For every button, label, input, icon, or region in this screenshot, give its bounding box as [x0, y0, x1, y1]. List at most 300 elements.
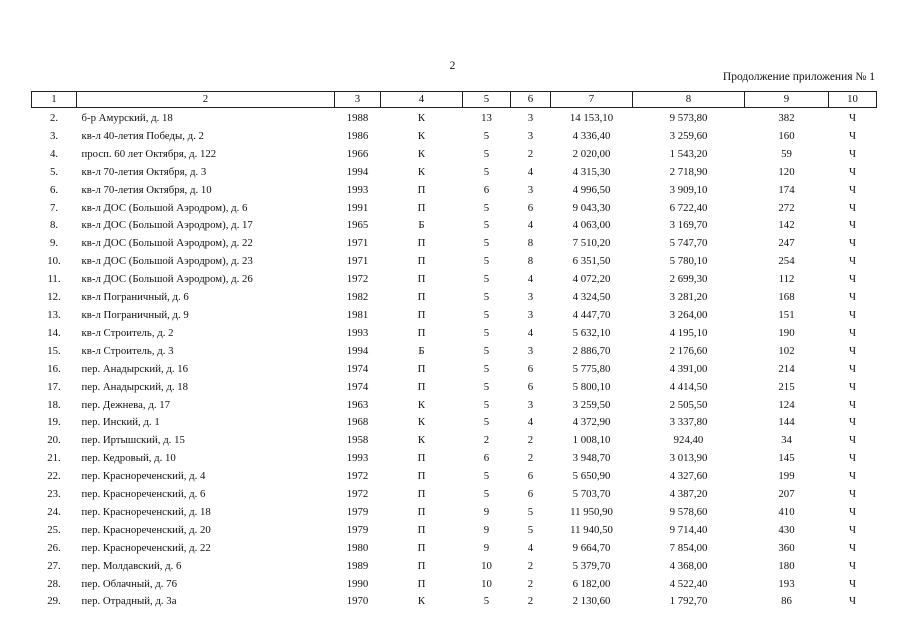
ownership: Ч: [848, 416, 857, 429]
row-number: 19.: [47, 416, 61, 429]
total-area: 5 632,10: [572, 326, 611, 339]
row-number: 26.: [47, 541, 61, 554]
floors: 9: [483, 505, 490, 518]
wall-material: П: [417, 237, 426, 250]
wall-material: П: [417, 308, 426, 321]
residents: 34: [781, 434, 792, 447]
row-number: 15.: [47, 344, 61, 357]
column-header: 6: [511, 92, 551, 108]
table-row: [32, 486, 877, 504]
table-row: [32, 576, 877, 594]
row-number: 5.: [49, 165, 59, 178]
ownership: Ч: [848, 326, 857, 339]
wall-material: П: [417, 559, 426, 572]
residents: 124: [778, 398, 795, 411]
residents: 86: [781, 595, 792, 608]
wall-material: П: [417, 326, 426, 339]
column-header: 5: [463, 92, 511, 108]
ownership: Ч: [848, 523, 857, 536]
column-header: 7: [551, 92, 633, 108]
total-area: 4 447,70: [572, 308, 611, 321]
table-row: [32, 307, 877, 325]
floors: 10: [481, 577, 492, 590]
wall-material: К: [417, 112, 426, 124]
column-header: 1: [32, 92, 77, 108]
entrances: 2: [527, 147, 534, 160]
ownership: Ч: [848, 488, 857, 501]
row-number: 6.: [49, 183, 59, 196]
living-area: 3 281,20: [669, 291, 708, 304]
entrances: 4: [527, 273, 534, 286]
table-body: [32, 108, 877, 612]
year-built: 1993: [346, 183, 369, 196]
wall-material: П: [417, 273, 426, 286]
ownership: Ч: [848, 434, 857, 447]
entrances: 5: [527, 523, 534, 536]
year-built: 1968: [346, 416, 369, 429]
table-row: [32, 108, 877, 128]
total-area: 4 996,50: [572, 183, 611, 196]
ownership: Ч: [848, 165, 857, 178]
wall-material: Б: [418, 219, 425, 232]
address: пер. Краснореченский, д. 20: [81, 523, 211, 536]
wall-material: П: [417, 255, 426, 268]
living-area: 9 714,40: [669, 523, 708, 536]
wall-material: К: [417, 434, 426, 447]
ownership: Ч: [848, 183, 857, 196]
year-built: 1963: [346, 398, 369, 411]
row-number: 11.: [47, 273, 61, 286]
entrances: 3: [527, 344, 534, 357]
table-row: [32, 235, 877, 253]
address: пер. Молдавский, д. 6: [81, 559, 182, 572]
living-area: 1 792,70: [669, 595, 708, 608]
year-built: 1958: [346, 434, 369, 447]
address: кв-л ДОС (Большой Аэродром), д. 23: [81, 255, 253, 268]
row-number: 18.: [47, 398, 61, 411]
row-number: 27.: [47, 559, 61, 572]
address: кв-л 40-летия Победы, д. 2: [81, 129, 204, 142]
row-number: 20.: [47, 434, 61, 447]
year-built: 1981: [346, 308, 369, 321]
total-area: 5 800,10: [572, 380, 611, 393]
living-area: 2 718,90: [669, 165, 708, 178]
table-row: [32, 164, 877, 182]
total-area: 6 351,50: [572, 255, 611, 268]
residents: 59: [781, 147, 792, 160]
wall-material: К: [417, 595, 426, 608]
address: б-р Амурский, д. 18: [81, 112, 173, 124]
address: кв-л ДОС (Большой Аэродром), д. 22: [81, 237, 253, 250]
entrances: 4: [527, 326, 534, 339]
residents: 145: [778, 452, 795, 465]
floors: 5: [483, 273, 490, 286]
year-built: 1986: [346, 129, 369, 142]
wall-material: П: [417, 488, 426, 501]
living-area: 2 505,50: [669, 398, 708, 411]
floors: 5: [483, 380, 490, 393]
ownership: Ч: [848, 237, 857, 250]
address: пер. Облачный, д. 76: [81, 577, 177, 590]
floors: 2: [483, 434, 490, 447]
year-built: 1982: [346, 291, 369, 304]
row-number: 22.: [47, 470, 61, 483]
row-number: 7.: [49, 201, 59, 214]
residents: 112: [778, 273, 795, 286]
column-header: 9: [745, 92, 829, 108]
floors: 5: [483, 362, 490, 375]
year-built: 1993: [346, 326, 369, 339]
address: просп. 60 лет Октября, д. 122: [81, 147, 217, 160]
entrances: 4: [527, 165, 534, 178]
row-number: 4.: [49, 147, 59, 160]
entrances: 6: [527, 380, 534, 393]
column-header: 8: [633, 92, 745, 108]
entrances: 4: [527, 416, 534, 429]
living-area: 4 414,50: [669, 380, 708, 393]
ownership: Ч: [848, 380, 857, 393]
wall-material: П: [417, 505, 426, 518]
table-row: [32, 146, 877, 164]
living-area: 4 522,40: [669, 577, 708, 590]
living-area: 2 176,60: [669, 344, 708, 357]
row-number: 16.: [47, 362, 61, 375]
total-area: 14 153,10: [569, 112, 614, 124]
living-area: 9 573,80: [669, 112, 708, 124]
table-row: [32, 217, 877, 235]
total-area: 4 336,40: [572, 129, 611, 142]
total-area: 2 886,70: [572, 344, 611, 357]
row-number: 12.: [47, 291, 61, 304]
table-row: [32, 343, 877, 361]
year-built: 1988: [346, 112, 369, 124]
ownership: Ч: [848, 219, 857, 232]
floors: 13: [481, 112, 492, 124]
address: пер. Инский, д. 1: [81, 416, 160, 429]
row-number: 13.: [47, 308, 61, 321]
residents: 215: [778, 380, 795, 393]
year-built: 1965: [346, 219, 369, 232]
year-built: 1972: [346, 488, 369, 501]
row-number: 14.: [47, 326, 61, 339]
living-area: 4 195,10: [669, 326, 708, 339]
floors: 5: [483, 398, 490, 411]
year-built: 1993: [346, 452, 369, 465]
table-row: [32, 450, 877, 468]
wall-material: Б: [418, 344, 425, 357]
total-area: 4 372,90: [572, 416, 611, 429]
entrances: 6: [527, 362, 534, 375]
ownership: Ч: [848, 308, 857, 321]
table-row: [32, 540, 877, 558]
address: кв-л ДОС (Большой Аэродром), д. 6: [81, 201, 248, 214]
address: пер. Иртышский, д. 15: [81, 434, 185, 447]
address: пер. Краснореченский, д. 6: [81, 488, 206, 501]
table-row: [32, 468, 877, 486]
residents: 193: [778, 577, 795, 590]
total-area: 2 130,60: [572, 595, 611, 608]
living-area: 3 337,80: [669, 416, 708, 429]
year-built: 1972: [346, 273, 369, 286]
year-built: 1989: [346, 559, 369, 572]
ownership: Ч: [848, 577, 857, 590]
residents: 120: [778, 165, 795, 178]
floors: 5: [483, 255, 490, 268]
entrances: 2: [527, 577, 534, 590]
ownership: Ч: [848, 344, 857, 357]
row-number: 25.: [47, 523, 61, 536]
entrances: 3: [527, 291, 534, 304]
table-row: [32, 325, 877, 343]
residents: 190: [778, 326, 795, 339]
entrances: 8: [527, 255, 534, 268]
ownership: Ч: [848, 505, 857, 518]
living-area: 5 747,70: [669, 237, 708, 250]
entrances: 5: [527, 505, 534, 518]
floors: 5: [483, 219, 490, 232]
living-area: 3 013,90: [669, 452, 708, 465]
total-area: 7 510,20: [572, 237, 611, 250]
entrances: 3: [527, 129, 534, 142]
living-area: 4 387,20: [669, 488, 708, 501]
floors: 5: [483, 470, 490, 483]
entrances: 8: [527, 237, 534, 250]
address: пер. Анадырский, д. 16: [81, 362, 189, 375]
row-number: 9.: [49, 237, 59, 250]
floors: 5: [483, 416, 490, 429]
floors: 10: [481, 559, 492, 572]
address: кв-л Строитель, д. 2: [81, 326, 174, 339]
row-number: 21.: [47, 452, 61, 465]
address: кв-л Строитель, д. 3: [81, 344, 174, 357]
ownership: Ч: [848, 129, 857, 142]
total-area: 4 315,30: [572, 165, 611, 178]
page-number: 2: [449, 60, 456, 72]
residents: 199: [778, 470, 795, 483]
column-header: 2: [77, 92, 335, 108]
living-area: 4 327,60: [669, 470, 708, 483]
wall-material: П: [417, 201, 426, 214]
residents: 214: [778, 362, 795, 375]
floors: 5: [483, 291, 490, 304]
row-number: 3.: [49, 129, 59, 142]
residents: 430: [778, 523, 795, 536]
floors: 5: [483, 595, 490, 608]
year-built: 1979: [346, 523, 369, 536]
entrances: 3: [527, 183, 534, 196]
total-area: 5 775,80: [572, 362, 611, 375]
entrances: 3: [527, 308, 534, 321]
residents: 360: [778, 541, 795, 554]
total-area: 4 324,50: [572, 291, 611, 304]
table-row: [32, 271, 877, 289]
ownership: Ч: [848, 595, 857, 608]
total-area: 5 650,90: [572, 470, 611, 483]
table-row: [32, 200, 877, 218]
table-row: [32, 522, 877, 540]
living-area: 3 169,70: [669, 219, 708, 232]
row-number: 10.: [47, 255, 61, 268]
total-area: 6 182,00: [572, 577, 611, 590]
ownership: Ч: [848, 541, 857, 554]
address: кв-л 70-летия Октября, д. 3: [81, 165, 207, 178]
address: пер. Кедровый, д. 10: [81, 452, 176, 465]
residents: 382: [778, 112, 795, 124]
entrances: 6: [527, 470, 534, 483]
living-area: 4 368,00: [669, 559, 708, 572]
year-built: 1974: [346, 380, 369, 393]
total-area: 9 043,30: [572, 201, 611, 214]
total-area: 5 703,70: [572, 488, 611, 501]
row-number: 17.: [47, 380, 61, 393]
row-number: 28.: [47, 577, 61, 590]
ownership: Ч: [848, 452, 857, 465]
table-row: [32, 397, 877, 415]
residents: 160: [778, 129, 795, 142]
residents: 207: [778, 488, 795, 501]
year-built: 1979: [346, 505, 369, 518]
row-number: 24.: [47, 505, 61, 518]
column-header: 10: [829, 92, 877, 108]
floors: 6: [483, 452, 490, 465]
residents: 151: [778, 308, 795, 321]
floors: 5: [483, 129, 490, 142]
entrances: 6: [527, 201, 534, 214]
floors: 6: [483, 183, 490, 196]
address: кв-л 70-летия Октября, д. 10: [81, 183, 212, 196]
year-built: 1971: [346, 237, 369, 250]
living-area: 5 780,10: [669, 255, 708, 268]
total-area: 5 379,70: [572, 559, 611, 572]
row-number: 23.: [47, 488, 61, 501]
ownership: Ч: [848, 362, 857, 375]
entrances: 4: [527, 541, 534, 554]
living-area: 7 854,00: [669, 541, 708, 554]
year-built: 1971: [346, 255, 369, 268]
ownership: Ч: [848, 147, 857, 160]
wall-material: П: [417, 577, 426, 590]
year-built: 1970: [346, 595, 369, 608]
wall-material: П: [417, 541, 426, 554]
wall-material: П: [417, 452, 426, 465]
wall-material: П: [417, 523, 426, 536]
address: пер. Краснореченский, д. 22: [81, 541, 211, 554]
entrances: 2: [527, 559, 534, 572]
table-row: [32, 414, 877, 432]
ownership: Ч: [848, 201, 857, 214]
year-built: 1994: [346, 344, 369, 357]
year-built: 1991: [346, 201, 369, 214]
wall-material: К: [417, 398, 426, 411]
table-row: [32, 379, 877, 397]
row-number: 29.: [47, 595, 61, 608]
row-number: 8.: [49, 219, 59, 232]
entrances: 4: [527, 219, 534, 232]
address: пер. Краснореченский, д. 18: [81, 505, 211, 518]
living-area: 3 909,10: [669, 183, 708, 196]
column-header: 3: [335, 92, 381, 108]
floors: 5: [483, 308, 490, 321]
living-area: 9 578,60: [669, 505, 708, 518]
total-area: 2 020,00: [572, 147, 611, 160]
wall-material: К: [417, 416, 426, 429]
ownership: Ч: [848, 291, 857, 304]
address: кв-л Пограничный, д. 6: [81, 291, 189, 304]
column-header: 4: [381, 92, 463, 108]
floors: 9: [483, 541, 490, 554]
residents: 410: [778, 505, 795, 518]
entrances: 3: [527, 112, 534, 124]
table-row: [32, 361, 877, 379]
ownership: Ч: [848, 398, 857, 411]
total-area: 3 259,50: [572, 398, 611, 411]
address: пер. Анадырский, д. 18: [81, 380, 189, 393]
housing-registry-table: [31, 91, 877, 611]
entrances: 2: [527, 595, 534, 608]
floors: 5: [483, 201, 490, 214]
year-built: 1966: [346, 147, 369, 160]
residents: 247: [778, 237, 795, 250]
table-row: [32, 182, 877, 200]
table-row: [32, 253, 877, 271]
total-area: 11 950,90: [570, 505, 613, 518]
year-built: 1980: [346, 541, 369, 554]
table-row: [32, 504, 877, 522]
living-area: 4 391,00: [669, 362, 708, 375]
floors: 5: [483, 344, 490, 357]
wall-material: П: [417, 183, 426, 196]
living-area: 3 259,60: [669, 129, 708, 142]
ownership: Ч: [848, 273, 857, 286]
living-area: 924,40: [673, 434, 704, 447]
total-area: 9 664,70: [572, 541, 611, 554]
total-area: 11 940,50: [570, 523, 613, 536]
living-area: 3 264,00: [669, 308, 708, 321]
wall-material: П: [417, 470, 426, 483]
floors: 5: [483, 326, 490, 339]
total-area: 4 072,20: [572, 273, 611, 286]
table-row: [32, 593, 877, 611]
entrances: 2: [527, 434, 534, 447]
year-built: 1972: [346, 470, 369, 483]
wall-material: К: [417, 147, 426, 160]
continuation-label: Продолжение приложения № 1: [722, 71, 875, 83]
wall-material: П: [417, 362, 426, 375]
entrances: 3: [527, 398, 534, 411]
residents: 272: [778, 201, 795, 214]
wall-material: К: [417, 165, 426, 178]
floors: 9: [483, 523, 490, 536]
residents: 254: [778, 255, 795, 268]
table-row: [32, 558, 877, 576]
table-row: [32, 128, 877, 146]
floors: 5: [483, 488, 490, 501]
address: кв-л Пограничный, д. 9: [81, 308, 189, 321]
ownership: Ч: [848, 255, 857, 268]
address: кв-л ДОС (Большой Аэродром), д. 26: [81, 273, 253, 286]
total-area: 1 008,10: [572, 434, 611, 447]
address: пер. Отрадный, д. 3а: [81, 595, 177, 608]
residents: 180: [778, 559, 795, 572]
floors: 5: [483, 147, 490, 160]
wall-material: П: [417, 291, 426, 304]
table-row: [32, 432, 877, 450]
table-row: [32, 289, 877, 307]
year-built: 1994: [346, 165, 369, 178]
entrances: 2: [527, 452, 534, 465]
residents: 174: [778, 183, 795, 196]
ownership: Ч: [848, 470, 857, 483]
